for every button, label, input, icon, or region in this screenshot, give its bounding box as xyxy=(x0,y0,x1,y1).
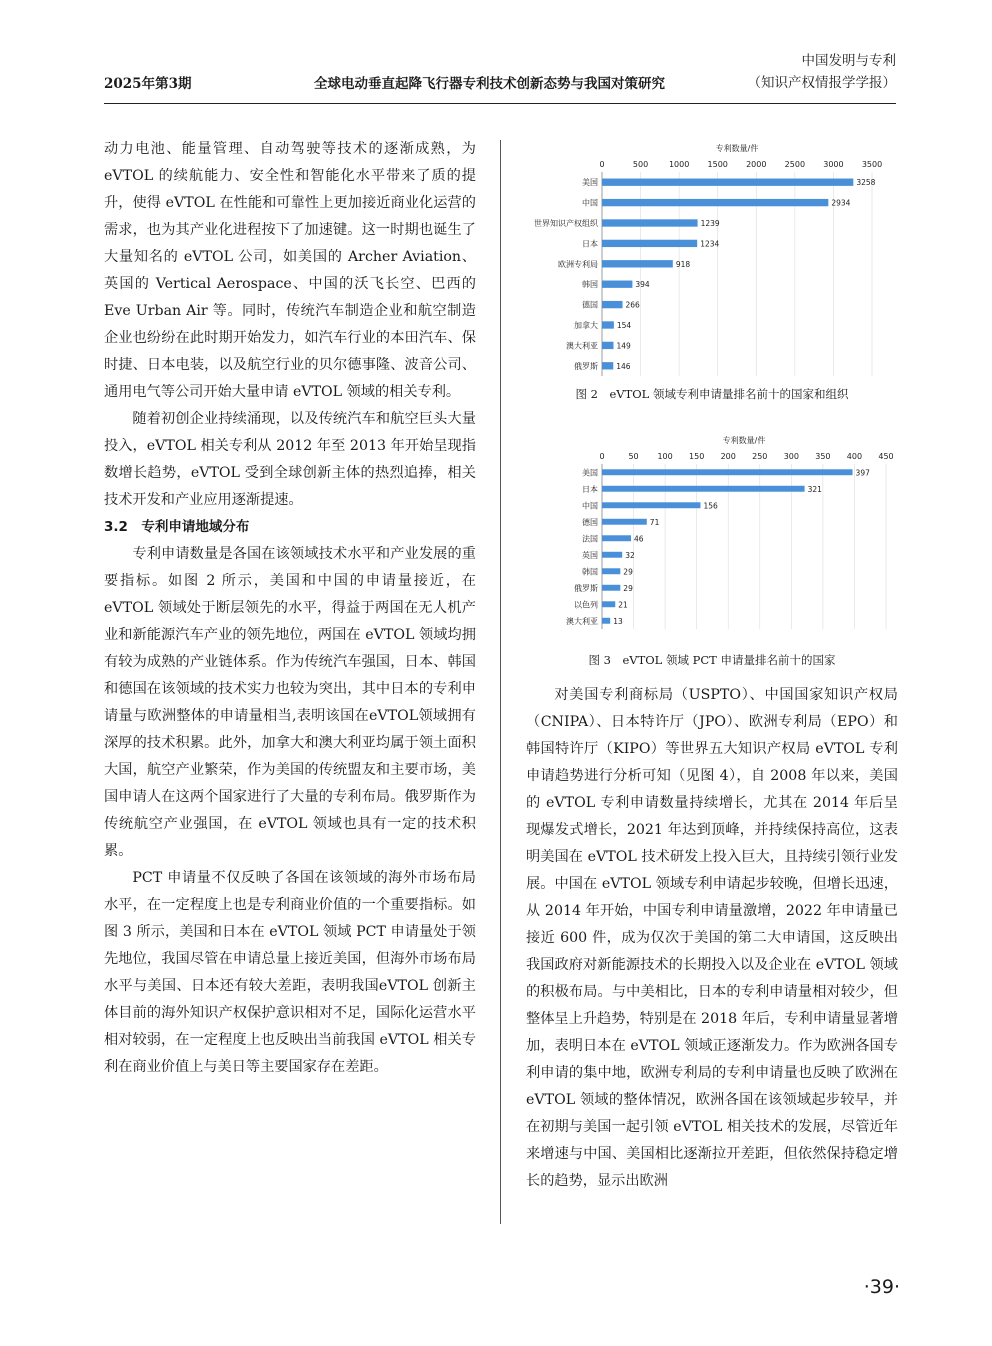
chart-0-category-label: 德国 xyxy=(582,300,598,310)
chart-1-bar xyxy=(602,618,610,624)
chart-0-value-label: 2934 xyxy=(831,198,851,208)
chart-1-category-label: 俄罗斯 xyxy=(574,583,598,593)
figure-2-chart xyxy=(506,140,896,378)
running-title: 全球电动垂直起降飞行器专利技术创新态势与我国对策研究 xyxy=(314,76,665,92)
journal-name-line2: （知识产权情报学学报） xyxy=(747,75,896,91)
figure-3-caption: 图 3 eVTOL 领域 PCT 申请量排名前十的国家 xyxy=(588,653,836,667)
paragraph: 专利申请数量是各国在该领域技术水平和产业发展的重要指标。如图 2 所示，美国和中国的申请量接近，在 eVTOL 领域处于断层领先的水平，得益于两国在无人机产业和新能源汽车产业的领先地位，两国在 eVTOL 领域均拥有较为成熟的产业链体系。作为传统汽车强国，日本、韩国和德国在该领域的技术实力也较为突出，其中日本的专利申请量与欧洲整体的申请量相当,表明该国在eVTOL领域拥有深厚的技术积累。此外，加拿大和澳大利亚均属于领土面积大国，航空产业繁荣，作为美国的传统盟友和主要市场，美国申请人在这两个国家进行了大量的专利布局。俄罗斯作为传统航空产业强国，在 eVTOL 领域也具有一定的技术积累。 xyxy=(104,546,476,859)
chart-0-category-label: 中国 xyxy=(582,198,598,208)
chart-0-tick-label: 3500 xyxy=(861,160,883,169)
journal-name-line1: 中国发明与专利 xyxy=(801,53,896,69)
header-rule xyxy=(104,103,896,104)
chart-0-tick-label: 500 xyxy=(632,160,649,169)
chart-1-value-label: 32 xyxy=(625,550,635,560)
chart-1-category-label: 美国 xyxy=(582,468,598,478)
figure-3-svg xyxy=(506,432,896,638)
chart-1-category-label: 韩国 xyxy=(582,567,598,577)
chart-1-bar xyxy=(602,502,700,508)
chart-1-bar xyxy=(602,519,647,525)
chart-0-value-label: 154 xyxy=(616,321,632,330)
chart-1-bar xyxy=(602,469,853,475)
chart-1-bar xyxy=(602,601,615,607)
chart-1-value-label: 21 xyxy=(618,600,628,610)
chart-0-value-label: 394 xyxy=(635,280,650,290)
chart-1-value-label: 46 xyxy=(634,534,644,544)
chart-1-value-label: 321 xyxy=(807,484,822,494)
chart-0-category-label: 加拿大 xyxy=(574,321,598,330)
chart-1-tick-label: 350 xyxy=(815,452,831,461)
chart-1-category-label: 英国 xyxy=(582,550,598,560)
paragraph: PCT 申请量不仅反映了各国在该领域的海外市场布局水平，在一定程度上也是专利商业价值的一个重要指标。如图 3 所示，美国和日本在 eVTOL 领域 PCT 申请量处于领先地位，我国尽管在申请总量上接近美国，但海外市场布局水平与美国、日本还有较大差距，表明我国eVTOL 创新主体目前的海外知识产权保护意识相对不足，国际化运营水平相对较弱，在一定程度上也反映出当前我国 eVTOL 相关专利在商业价值上与美日等主要国家存在差距。 xyxy=(104,870,476,1075)
chart-0-value-label: 1234 xyxy=(700,239,720,249)
paragraph-continued: 动力电池、能量管理、自动驾驶等技术的逐渐成熟，为 eVTOL 的续航能力、安全性和智能化水平带来了质的提升，使得 eVTOL 在性能和可靠性上更加接近商业化运营的需求，也为其产业化进程按下了加速键。这一时期也诞生了大量知名的 eVTOL 公司，如美国的 Archer Aviation、英国的 Vertical Aerospace、中国的沃飞长空、巴西的 Eve Urban Air 等。同时，传统汽车制造企业和航空制造企业也纷纷在此时期开始发力，如汽车行业的本田汽车、保时捷、日本电装，以及航空行业的贝尔德事隆、波音公司、通用电气等公司开始大量申请 eVTOL 领域的相关专利。 xyxy=(104,141,476,400)
right-column xyxy=(526,682,898,1195)
chart-1-tick-label: 450 xyxy=(878,452,894,461)
chart-1-tick-label: 200 xyxy=(720,452,736,461)
chart-1-value-label: 29 xyxy=(623,583,633,593)
journal-name xyxy=(748,50,897,94)
left-column xyxy=(104,136,476,1081)
chart-1-tick-label: 100 xyxy=(657,452,673,461)
chart-1-category-label: 以色列 xyxy=(574,600,598,610)
chart-1-bar xyxy=(602,552,622,558)
chart-0-value-label: 266 xyxy=(625,300,640,310)
chart-1-category-label: 日本 xyxy=(582,484,598,494)
chart-1-category-label: 德国 xyxy=(582,517,598,527)
chart-0-category-label: 美国 xyxy=(582,178,598,188)
chart-0-bar xyxy=(602,199,828,206)
chart-0-tick-label: 1000 xyxy=(668,160,690,169)
chart-1-value-label: 13 xyxy=(613,616,623,626)
chart-0-bar xyxy=(602,179,853,186)
chart-0-bar xyxy=(602,362,613,369)
chart-0-tick-label: 2000 xyxy=(746,160,767,169)
chart-1-tick-label: 250 xyxy=(752,452,768,461)
chart-0-tick-label: 1500 xyxy=(707,160,728,169)
chart-0-category-label: 澳大利亚 xyxy=(566,341,598,351)
page-number: ·39· xyxy=(863,1276,900,1298)
chart-1-tick-label: 150 xyxy=(689,452,705,461)
chart-1-bar xyxy=(602,585,620,591)
chart-0-value-label: 3258 xyxy=(856,178,876,188)
chart-1-title: 专利数量/件 xyxy=(722,436,766,445)
chart-0-bar xyxy=(602,219,698,226)
chart-0-category-label: 俄罗斯 xyxy=(574,361,598,371)
page-header xyxy=(104,46,896,96)
chart-1-value-label: 71 xyxy=(649,517,660,527)
chart-0-bar xyxy=(602,260,673,267)
chart-0-tick-label: 0 xyxy=(599,160,605,169)
chart-0-bar xyxy=(602,342,613,349)
paragraph: 对美国专利商标局（USPTO）、中国国家知识产权局（CNIPA）、日本特许厅（JPO）、欧洲专利局（EPO）和韩国特许厅（KIPO）等世界五大知识产权局 eVTOL 专利申请趋势进行分析可知（见图 4），自 2008 年以来，美国的 eVTOL 专利申请数量持续增长，尤其在 2014 年后呈现爆发式增长，2021 年达到顶峰，并持续保持高位，这表明美国在 eVTOL 技术研发上投入巨大，且持续引领行业发展。中国在 eVTOL 领域专利申请起步较晚，但增长迅速，从 2014 年开始，中国专利申请量激增，2022 年申请量已接近 600 件，成为仅次于美国的第二大申请国，这反映出我国政府对新能源技术的长期投入以及企业在 eVTOL 领域的积极布局。与中美相比，日本的专利申请量相对较少，但整体呈上升趋势，特别是在 2018 年后，专利申请量显著增加，表明日本在 eVTOL 领域正逐渐发力。作为欧洲各国专利申请的集中地，欧洲专利局的专利申请量也反映了欧洲在 eVTOL 领域的整体情况，欧洲各国在该领域起步较早，并在初期与美国一起引领 eVTOL 相关技术的发展，尽管近年来增速与中国、美国相比逐渐拉开差距，但依然保持稳定增长的趋势，显示出欧洲 xyxy=(526,687,898,1189)
issue-label: 2025年第3期 xyxy=(104,76,192,92)
chart-0-bar xyxy=(602,301,623,308)
chart-0-value-label: 146 xyxy=(616,361,631,371)
chart-0-title: 专利数量/件 xyxy=(715,144,759,153)
figure-2-svg xyxy=(506,140,896,378)
chart-1-value-label: 29 xyxy=(623,567,633,577)
chart-0-bar xyxy=(602,281,632,288)
chart-1-bar xyxy=(602,486,805,492)
figure-2-caption: 图 2 eVTOL 领域专利申请量排名前十的国家和组织 xyxy=(575,387,849,401)
chart-0-category-label: 欧洲专利局 xyxy=(558,259,598,269)
chart-0-category-label: 世界知识产权组织 xyxy=(534,219,598,228)
chart-1-category-label: 中国 xyxy=(582,501,598,511)
chart-0-tick-label: 2500 xyxy=(784,160,806,169)
chart-0-value-label: 918 xyxy=(675,259,691,269)
chart-1-bar xyxy=(602,568,620,574)
chart-1-category-label: 法国 xyxy=(582,534,598,544)
chart-1-value-label: 397 xyxy=(855,468,870,478)
chart-1-value-label: 156 xyxy=(703,501,718,511)
chart-0-value-label: 1239 xyxy=(700,219,720,228)
figure-3-chart xyxy=(506,432,896,638)
column-divider xyxy=(500,140,501,1224)
chart-0-bar xyxy=(602,321,614,328)
chart-0-category-label: 日本 xyxy=(582,239,598,249)
chart-1-tick-label: 300 xyxy=(783,452,799,461)
chart-1-tick-label: 400 xyxy=(846,452,863,461)
chart-0-category-label: 韩国 xyxy=(582,280,598,290)
paragraph: 随着初创企业持续涌现，以及传统汽车和航空巨头大量投入，eVTOL 相关专利从 2012 年至 2013 年开始呈现指数增长趋势，eVTOL 受到全球创新主体的热烈追捧，相关技术开发和产业应用逐渐提速。 xyxy=(104,411,476,508)
chart-0-bar xyxy=(602,240,697,247)
section-heading: 3.2 专利申请地域分布 xyxy=(104,519,250,535)
chart-1-tick-label: 0 xyxy=(599,452,605,461)
chart-1-tick-label: 50 xyxy=(628,452,639,461)
chart-1-bar xyxy=(602,535,631,541)
chart-0-value-label: 149 xyxy=(616,341,631,351)
chart-0-tick-label: 3000 xyxy=(823,160,844,169)
chart-1-category-label: 澳大利亚 xyxy=(566,616,598,626)
